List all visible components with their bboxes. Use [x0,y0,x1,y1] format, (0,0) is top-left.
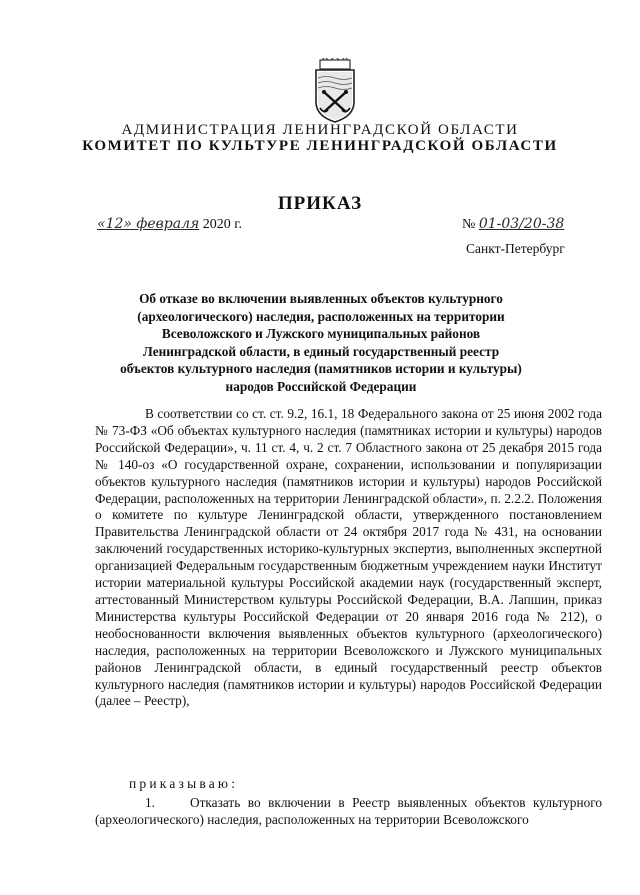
city-name: Санкт-Петербург [466,241,565,256]
order-item-1 [95,795,602,829]
order-number [462,216,564,233]
preamble-paragraph: В соответствии со ст. ст. 9.2, 16.1, 18 Федерального закона от 25 июня 2002 года № 73-ФЗ «Об объектах культурного наследия (памятниках истории и культуры) народов Российской Федерации», ч. 11 ст. 4, ч. 2 ст. 7 Областного закона от 25 декабря 2015 года № 140-оз «О государственной охране, сохранении, использовании и популяризации объектов культурного наследия (памятников истории и культуры) народов Российской Федерации, расположенных на территории Ленинградской области», п. 2.2.2. Положения о комитете по культуре Ленинградской области, утвержденного постановлением Правительства Ленинградской области от 24 октября 2017 года № 431, на основании заключений государственных историко-культурных экспертиз, выполненных экспертной организацией Федеральным государственным бюджетным учреждением науки Институт истории материальной культуры Российской академии наук (государственный эксперт, аттестованный Министерством культуры Российской Федерации, В.А. Лапшин, приказ Министерства культуры Российской Федерации от 20 января 2016 года № 212), о необоснованности включения выявленных объектов культурного (археологического) наследия, расположенных на территории Всеволожского и Лужского муниципальных районов Ленинградской области, в единый государственный реестр объектов культурного наследия (памятников истории и культуры) народов Российской Федерации (далее – Реестр), [95,406,602,709]
directive-word: приказываю: [129,776,239,791]
item-text: Отказать во включении в Реестр выявленных объектов культурного (археологического) наследия, расположенных на территории Всеволожского [95,795,602,827]
handwritten-number: 01-03/20-38 [478,216,565,232]
organization-name: АДМИНИСТРАЦИЯ ЛЕНИНГРАДСКОЙ ОБЛАСТИ [121,122,519,138]
order-date [97,216,242,233]
handwritten-date: «12» февраля [97,216,200,232]
document-title: ПРИКАЗ [277,193,363,214]
item-number: 1. [145,795,155,810]
number-sign: № [462,217,476,232]
committee-name: КОМИТЕТ ПО КУЛЬТУРЕ ЛЕНИНГРАДСКОЙ ОБЛАСТИ [82,138,558,154]
coat-of-arms-icon [312,58,358,124]
date-year: 2020 г. [202,217,242,232]
order-subject: Об отказе во включении выявленных объектов культурного (археологического) наследия, расположенных на территории Всеволожского и Лужского муниципальных районов Ленинградской области, в единый государственный реестр объектов культурного наследия (памятников истории и культуры) народов Российской Федерации [120,291,522,394]
